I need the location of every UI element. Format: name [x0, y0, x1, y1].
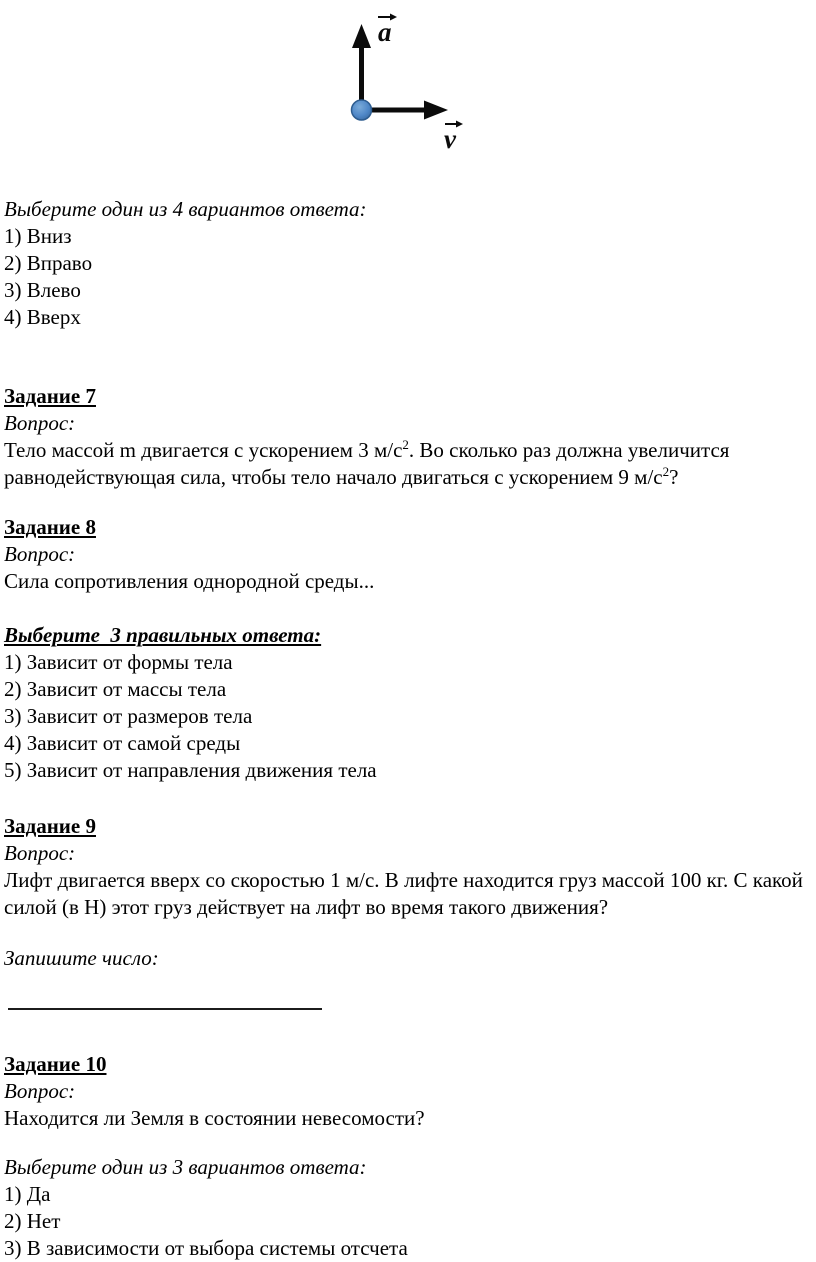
option-3: 3) В зависимости от выбора системы отсчета [4, 1236, 408, 1260]
option-4: 4) Вверх [4, 305, 81, 329]
write-number-block [4, 945, 812, 1010]
task8-question-text: Сила сопротивления однородной среды... [4, 569, 375, 593]
superscript: 2 [402, 437, 409, 452]
vector-diagram-svg [332, 10, 472, 150]
answer-variants-prompt: Выберите один из 3 вариантов ответа: [4, 1155, 367, 1179]
task10-title: Задание 10 [4, 1052, 107, 1076]
question-text-part: ? [669, 465, 679, 489]
document-page [0, 10, 816, 1260]
up-arrowhead-icon [352, 24, 371, 48]
origin-dot [352, 100, 372, 120]
question-text-part: Тело массой m двигается с ускорением 3 м/с [4, 438, 403, 462]
vector-overbar-arrow-icon [456, 121, 463, 128]
option-3: 3) Зависит от размеров тела [4, 704, 253, 728]
answer-blank-line[interactable] [8, 988, 322, 1010]
task8-question-label: Вопрос: [4, 542, 76, 566]
acceleration-vector [352, 24, 371, 110]
option-1: 1) Вниз [4, 224, 72, 248]
right-arrowhead-icon [424, 101, 448, 120]
option-2: 2) Нет [4, 1209, 61, 1233]
option-1: 1) Да [4, 1182, 51, 1206]
write-number-prompt: Запишите число: [4, 946, 159, 970]
correct-answers-prompt: Выберите 3 правильных ответа: [4, 623, 322, 647]
task7-question-label: Вопрос: [4, 411, 76, 435]
task10-question-text: Находится ли Земля в состоянии невесомости? [4, 1106, 425, 1130]
question6-options-block [4, 196, 812, 331]
velocity-vector [362, 101, 449, 120]
task7-question-text [4, 437, 812, 491]
vector-diagram [4, 10, 812, 150]
acceleration-label [378, 14, 397, 48]
option-2: 2) Вправо [4, 251, 93, 275]
task7-title: Задание 7 [4, 384, 96, 408]
task8-title: Задание 8 [4, 515, 96, 539]
option-3: 3) Влево [4, 278, 81, 302]
answer-variants-prompt: Выберите один из 4 вариантов ответа: [4, 197, 367, 221]
option-4: 4) Зависит от самой среды [4, 731, 241, 755]
option-2: 2) Зависит от массы тела [4, 677, 227, 701]
option-1: 1) Зависит от формы тела [4, 650, 233, 674]
velocity-letter: v [444, 124, 456, 150]
acceleration-letter: a [378, 17, 392, 47]
task10-section [4, 1051, 812, 1132]
task8-options-block [4, 622, 812, 784]
question-text-part: . Во сколько раз должна увеличится равнодействующая сила, чтобы тело начало двигаться с ускорением 9 м/с [4, 438, 730, 489]
task9-question-text: Лифт двигается вверх со скоростью 1 м/с. В лифте находится груз массой 100 кг. С какой силой (в Н) этот груз действует на лифт во время такого движения? [4, 868, 803, 919]
task10-question-label: Вопрос: [4, 1079, 76, 1103]
task9-question-label: Вопрос: [4, 841, 76, 865]
superscript: 2 [662, 464, 670, 479]
velocity-label [444, 121, 463, 151]
task10-options-block [4, 1154, 812, 1262]
task8-section [4, 514, 812, 595]
task9-title: Задание 9 [4, 814, 96, 838]
option-5: 5) Зависит от направления движения тела [4, 758, 377, 782]
task7-section [4, 383, 812, 491]
task9-section [4, 813, 812, 921]
